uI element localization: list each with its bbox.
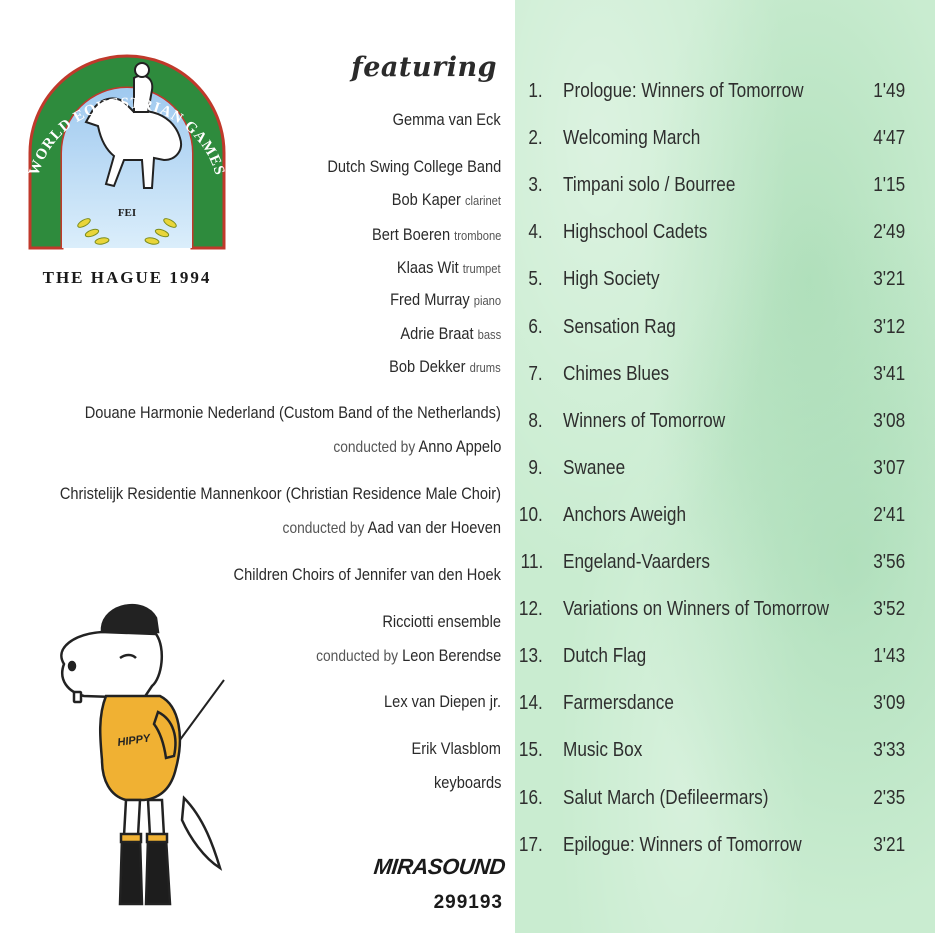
track-row [515,316,935,346]
track-number: 17. [519,833,543,856]
logo-arc-text: WORLD EQUESTRIAN GAMES [26,95,228,178]
track-number: 7. [528,362,543,385]
track-number: 12. [519,598,543,621]
track-duration: 3'33 [873,739,905,762]
track-title: Salut March (Defileermars) [563,786,769,809]
track-duration: 2'41 [873,503,905,526]
credit-line [392,190,501,210]
credit-prefix: conducted by [332,439,415,456]
credit-role: drums [469,360,501,375]
track-title: Timpani solo / Bourree [563,174,736,197]
credit-line [85,403,501,423]
credit-prefix: conducted by [282,520,365,537]
track-duration: 1'43 [873,645,905,668]
credit-name: Adrie Braat [400,324,474,343]
credit-role: clarinet [464,193,501,208]
credit-line [372,225,501,245]
track-number: 4. [528,221,543,244]
track-number: 14. [519,692,543,715]
credit-role: trumpet [463,261,501,276]
track-title: Welcoming March [563,127,701,150]
track-row [515,221,935,251]
track-duration: 3'12 [873,315,905,338]
track-duration: 3'09 [873,692,905,715]
catalog-number: 299193 [433,892,503,913]
record-label-logo: MIRASOUND [372,854,507,879]
track-title: Epilogue: Winners of Tomorrow [563,833,802,856]
credit-name: Klaas Wit [397,258,460,277]
track-title: Music Box [563,739,643,762]
tracklist-panel [515,0,935,933]
track-number: 16. [519,786,543,809]
track-duration: 3'07 [873,456,905,479]
track-duration: 2'49 [873,221,905,244]
credit-line [382,612,501,632]
credit-name: Leon Berendse [401,646,501,665]
track-title: Dutch Flag [563,645,647,668]
track-row [515,645,935,675]
track-title: Farmersdance [563,692,674,715]
credit-line [400,324,501,344]
track-row [515,80,935,110]
credit-line [390,290,501,310]
track-title: Swanee [563,456,626,479]
credit-line [327,157,501,177]
credit-line [333,437,501,457]
track-row [515,410,935,440]
track-number: 10. [519,503,543,526]
credit-name: Dutch Swing College Band [327,157,501,176]
track-title: Winners of Tomorrow [563,409,726,432]
track-number: 13. [519,645,543,668]
track-title: High Society [563,268,660,291]
track-row [515,457,935,487]
credit-line [397,258,501,278]
track-title: Highschool Cadets [563,221,708,244]
track-title: Prologue: Winners of Tomorrow [563,80,804,102]
track-row [515,127,935,157]
track-number: 1. [528,80,543,102]
track-duration: 3'52 [873,598,905,621]
credit-name: Fred Murray [389,290,470,309]
credit-name: Bob Dekker [389,357,466,376]
track-duration: 4'47 [873,127,905,150]
track-row [515,834,935,864]
track-row [515,504,935,534]
track-title: Variations on Winners of Tomorrow [563,598,830,621]
credit-name: Bob Kaper [391,190,461,209]
credit-name: Erik Vlasblom [411,739,501,758]
credit-name: Bert Boeren [371,225,450,244]
credit-role: trombone [453,228,501,243]
track-number: 2. [528,127,543,150]
credit-line [434,773,501,793]
track-row [515,739,935,769]
credit-name: Christelijk Residentie Mannenkoor (Christian Residence Male Choir) [59,484,501,503]
credit-line [393,110,501,130]
track-duration: 2'35 [873,786,905,809]
logo-org-text: FEI [117,207,137,219]
track-duration: 3'41 [873,362,905,385]
track-title: Engeland-Vaarders [563,551,710,573]
track-duration: 3'21 [873,833,905,856]
track-duration: 1'49 [873,80,905,102]
track-number: 8. [528,409,543,432]
credit-line [389,357,501,377]
featuring-heading: featuring [351,52,497,83]
world-equestrian-games-logo [14,38,240,266]
logo-caption: THE HAGUE 1994 [42,268,212,287]
track-row [515,598,935,628]
credit-role: piano [473,293,501,308]
track-row [515,551,935,581]
credit-line [412,739,501,759]
credit-name: Lex van Diepen jr. [383,692,501,711]
track-row [515,787,935,817]
track-number: 6. [528,315,543,338]
credit-name: Gemma van Eck [392,110,501,129]
track-row [515,268,935,298]
track-number: 5. [528,268,543,291]
track-duration: 1'15 [873,174,905,197]
credit-name: Anno Appelo [418,437,501,456]
track-number: 11. [520,551,543,573]
credit-name: Children Choirs of Jennifer van den Hoek [233,565,501,584]
track-title: Anchors Aweigh [563,503,687,526]
credit-name: Douane Harmonie Nederland (Custom Band of the Netherlands) [84,403,501,422]
track-row [515,692,935,722]
track-row [515,174,935,204]
track-title: Sensation Rag [563,315,676,338]
track-duration: 3'08 [873,409,905,432]
hippy-mascot-illustration [44,588,234,918]
credit-name: Aad van der Hoeven [367,518,501,537]
credit-name: keyboards [433,773,501,792]
credit-line [60,484,501,504]
shirt-text: HIPPY [116,732,152,749]
credit-role: bass [477,327,501,342]
credit-prefix: conducted by [315,648,398,665]
track-number: 15. [519,739,543,762]
credit-name: Ricciotti ensemble [382,612,501,631]
credit-line [283,518,501,538]
credit-line [234,565,501,585]
track-title: Chimes Blues [563,362,670,385]
track-row [515,363,935,393]
credit-line [316,646,501,666]
track-number: 3. [528,174,543,197]
track-number: 9. [528,456,543,479]
track-duration: 3'56 [873,551,905,573]
track-duration: 3'21 [873,268,905,291]
credit-line [384,692,501,712]
